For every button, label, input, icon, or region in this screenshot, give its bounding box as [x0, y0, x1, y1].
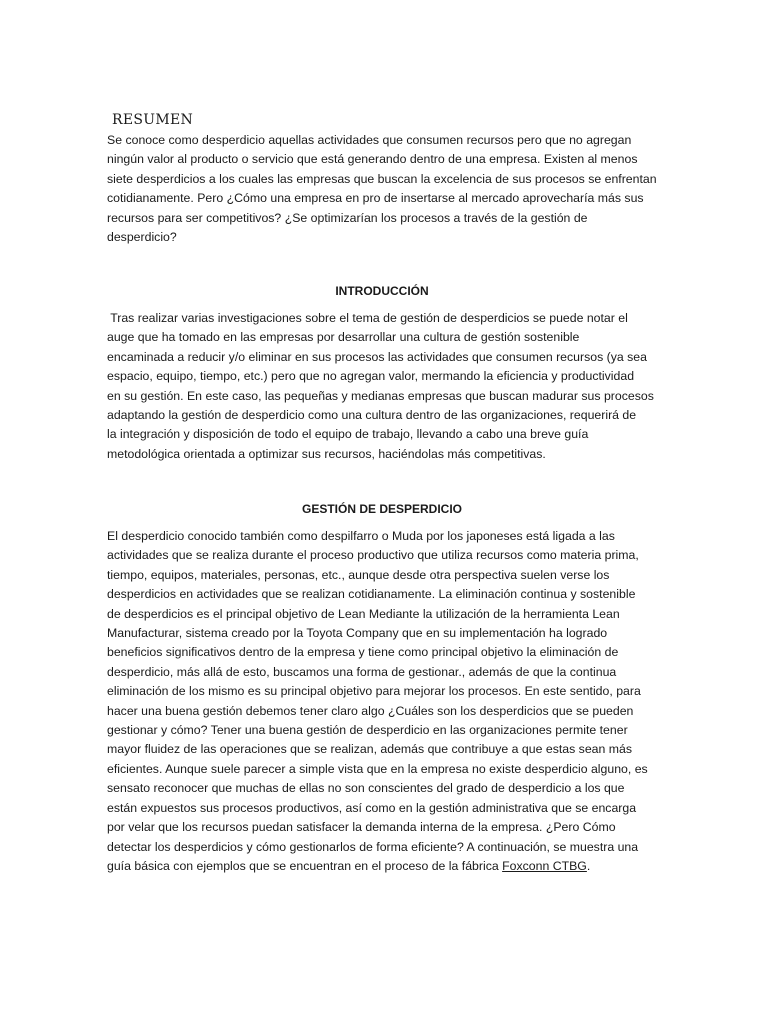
resumen-paragraph	[107, 131, 657, 247]
text-line-last	[107, 857, 657, 876]
text-line: siete desperdicios a los cuales las empresas que buscan la excelencia de sus procesos se enfrentan	[107, 171, 657, 186]
text-line: eliminación de los mismo es su principal objetivo para mejorar los procesos. En este sentido, para	[107, 684, 641, 699]
text-line: de desperdicios es el principal objetivo de Lean Mediante la utilización de la herramienta Lean	[107, 606, 620, 621]
text-line: eficientes. Aunque suele parecer a simple vista que en la empresa no existe desperdicio alguno, es	[107, 761, 648, 776]
text-line: gestionar y cómo? Tener una buena gestión de desperdicio en las organizaciones permite tener	[107, 723, 628, 738]
text-line: adaptando la gestión de desperdicio como una cultura dentro de las organizaciones, requerirá de	[107, 408, 637, 423]
gestion-paragraph	[107, 527, 657, 876]
text-line: Se conoce como desperdicio aquellas actividades que consumen recursos pero que no agregan	[107, 133, 632, 147]
text-fragment: .	[586, 858, 591, 873]
text-line: sensato reconocer que muchas de ellas no son conscientes del grado de desperdicio a los que	[107, 781, 625, 796]
text-line: auge que ha tomado en las empresas por desarrollar una cultura de gestión sostenible	[107, 330, 580, 345]
text-line: beneficios significativos dentro de la empresa y tiene como principal objetivo la eliminación de	[107, 645, 619, 660]
text-line: en su gestión. En este caso, las pequeñas y medianas empresas que buscan madurar sus procesos	[107, 388, 654, 403]
text-line: espacio, equipo, tiempo, etc.) pero que no agregan valor, mermando la eficiencia y productividad	[107, 369, 635, 384]
introduccion-heading: INTRODUCCIÓN	[335, 284, 429, 298]
text-line: encaminada a reducir y/o eliminar en sus procesos las actividades que consumen recursos (ya sea	[107, 349, 647, 364]
text-line: desperdicios en actividades que se realizan cotidianamente. La eliminación continua y sostenible	[107, 587, 636, 602]
introduccion-paragraph	[107, 309, 657, 464]
text-line: cotidianamente. Pero ¿Cómo una empresa en pro de insertarse al mercado aprovecharía más sus	[107, 191, 644, 206]
resumen-heading: RESUMEN	[112, 112, 194, 128]
text-fragment: guía básica con ejemplos que se encuentran en el proceso de la fábrica	[107, 858, 503, 873]
text-line: están expuestos sus procesos productivos, así como en la gestión administrativa que se encarga	[107, 800, 637, 815]
text-line: desperdicio, más allá de esto, buscamos una forma de gestionar., además de que la continua	[107, 664, 617, 679]
text-line: Manufacturar, sistema creado por la Toyota Company que en su implementación ha logrado	[107, 626, 608, 641]
text-line: hacer una buena gestión debemos tener claro algo ¿Cuáles son los desperdicios que se pueden	[107, 703, 634, 718]
foxconn-ctbg-link[interactable]: Foxconn CTBG	[502, 858, 587, 873]
text-line: El desperdicio conocido también como despilfarro o Muda por los japoneses está ligada a las	[107, 529, 615, 543]
text-line: recursos para ser competitivos? ¿Se optimizarían los procesos a través de la gestión de	[107, 210, 588, 225]
text-line: por velar que los recursos puedan satisfacer la demanda interna de la empresa. ¿Pero Cómo	[107, 820, 616, 835]
text-line: desperdicio?	[107, 230, 177, 245]
text-line: metodológica orientada a optimizar sus recursos, haciéndolas más competitivas.	[107, 446, 546, 461]
text-line: actividades que se realiza durante el proceso productivo que utiliza recursos como materia prima,	[107, 548, 639, 563]
gestion-heading: GESTIÓN DE DESPERDICIO	[301, 502, 463, 516]
text-line: detectar los desperdicios y cómo gestionarlos de forma eficiente? A continuación, se muestra una	[107, 839, 639, 854]
text-line: ningún valor al producto o servicio que está generando dentro de una empresa. Existen al menos	[107, 152, 638, 167]
text-line: Tras realizar varias investigaciones sobre el tema de gestión de desperdicios se puede notar el	[107, 311, 628, 325]
text-line: mayor fluidez de las operaciones que se realizan, además que contribuye a que estas sean más	[107, 742, 632, 757]
text-line: la integración y disposición de todo el equipo de trabajo, llevando a cabo una breve guía	[107, 427, 589, 442]
text-line: tiempo, equipos, materiales, personas, etc., aunque desde otra perspectiva suelen verse los	[107, 567, 610, 582]
